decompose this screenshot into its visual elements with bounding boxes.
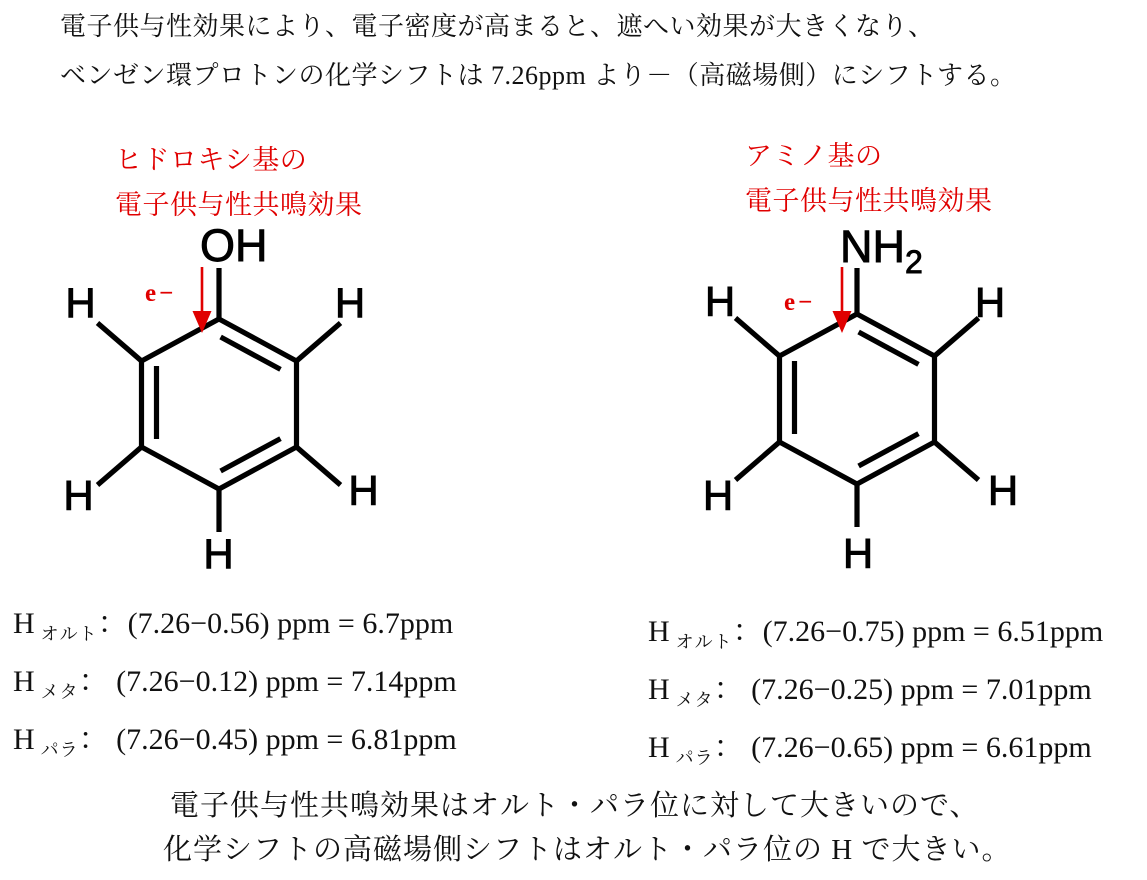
hydrogen-label-meta-right: H <box>348 467 379 514</box>
ch-bond <box>98 447 142 485</box>
aniline-heading-line-1: アミノ基の <box>745 141 883 171</box>
shift-calc: ： (7.26−0.25) ppm = 7.01ppm <box>713 673 1092 706</box>
shift-position: オルト <box>675 632 733 652</box>
hydrogen-label-ortho-left: H <box>65 279 96 327</box>
shift-calc: ：(7.26−0.56) ppm = 6.7ppm <box>97 607 454 640</box>
intro-line-2: ベンゼン環プロトンの化学シフトは 7.26ppm より－（高磁場側）にシフトする。 <box>60 61 1017 90</box>
shift-atom: H <box>648 731 670 764</box>
shift-atom: H <box>13 723 35 756</box>
benzene-ring <box>142 319 297 489</box>
double-bond <box>859 332 919 364</box>
ch-bond <box>297 447 341 485</box>
shift-line-meta <box>648 666 1103 724</box>
shift-position: メタ <box>675 690 714 710</box>
shift-atom: H <box>13 665 35 698</box>
hydrogen-label-meta-left: H <box>63 472 94 519</box>
ch-bond <box>98 323 142 361</box>
shift-calc: ： (7.26−0.65) ppm = 6.61ppm <box>713 731 1092 764</box>
ch-bond <box>736 442 780 480</box>
shift-atom: H <box>648 615 670 648</box>
aniline-shift-list <box>648 608 1103 782</box>
hydrogen-label-ortho-right: H <box>974 279 1006 326</box>
double-bond <box>859 434 919 466</box>
benzene-ring <box>780 314 935 484</box>
double-bond <box>221 439 281 471</box>
shift-line-ortho <box>13 600 457 658</box>
substituent-label-oh: OH <box>200 220 268 271</box>
shift-line-meta <box>13 658 457 716</box>
hydrogen-label-meta-right: H <box>987 467 1019 514</box>
aniline-structure <box>670 220 1030 585</box>
phenol-shift-list <box>13 600 457 774</box>
shift-atom: H <box>648 673 670 706</box>
shift-position: オルト <box>40 624 98 644</box>
aniline-heading <box>745 134 993 224</box>
intro-line-1: 電子供与性効果により、電子密度が高まると、遮へい効果が大きくなり、 <box>60 12 935 41</box>
phenol-heading-line-1: ヒドロキシ基の <box>115 145 308 175</box>
double-bond <box>221 337 281 369</box>
phenol-heading <box>115 138 363 228</box>
ch-bond <box>736 318 780 356</box>
shift-calc: ：(7.26−0.75) ppm = 6.51ppm <box>732 615 1104 648</box>
hydrogen-label-ortho-left: H <box>704 278 736 325</box>
hydrogen-label-meta-left: H <box>702 472 734 519</box>
hydrogen-label-ortho-right: H <box>334 279 366 327</box>
conclusion-line-2: 化学シフトの高磁場側シフトはオルト・パラ位の H で大きい。 <box>163 834 1012 866</box>
aniline-heading-line-2: 電子供与性共鳴効果 <box>745 186 993 216</box>
phenol-structure <box>30 220 390 585</box>
shift-calc: ： (7.26−0.45) ppm = 6.81ppm <box>78 723 457 756</box>
electron-label: e− <box>145 280 177 307</box>
substituent-label-nh2: $NH_2$ <box>840 221 923 280</box>
shift-position: パラ <box>40 740 79 760</box>
ch-bond <box>935 318 979 356</box>
ch-bond <box>935 442 979 480</box>
hydrogen-label-para: H <box>842 530 874 577</box>
electron-label: e− <box>784 289 816 316</box>
shift-line-para <box>648 724 1103 782</box>
shift-line-ortho <box>648 608 1103 666</box>
conclusion-line-1: 電子供与性共鳴効果はオルト・パラ位に対して大きいので、 <box>170 790 980 822</box>
ch-bond <box>297 323 341 361</box>
shift-position: パラ <box>675 748 714 768</box>
shift-line-para <box>13 716 457 774</box>
hydrogen-label-para: H <box>203 530 234 578</box>
shift-calc: ： (7.26−0.12) ppm = 7.14ppm <box>78 665 457 698</box>
intro-text <box>60 2 1016 100</box>
shift-atom: H <box>13 607 35 640</box>
shift-position: メタ <box>40 682 79 702</box>
phenol-heading-line-2: 電子供与性共鳴効果 <box>115 190 363 220</box>
